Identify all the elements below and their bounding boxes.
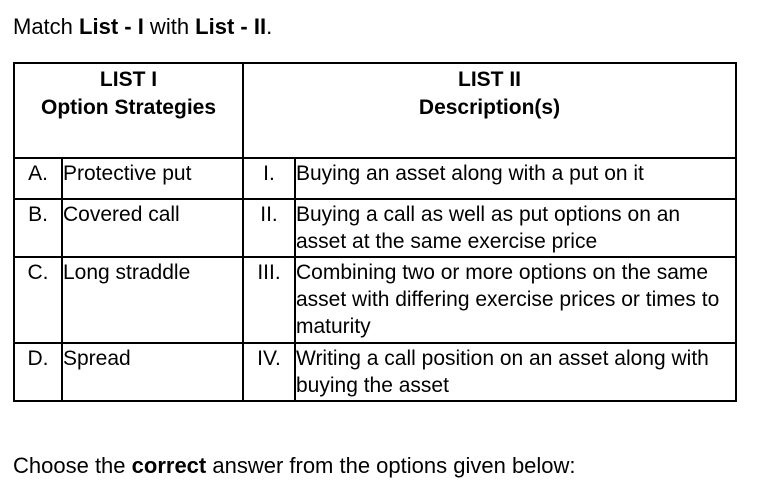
footer-suffix: answer from the options given below:: [206, 453, 576, 478]
list2-item: Writing a call position on an asset along with buying the asset: [295, 343, 736, 401]
instruction-suffix: .: [266, 14, 273, 39]
question-instruction: [13, 14, 272, 40]
list1-item: Protective put: [62, 158, 243, 199]
list2-item: Buying a call as well as put options on an asset at the same exercise price: [295, 199, 736, 257]
instruction-middle: with: [143, 14, 196, 39]
list1-key: A.: [14, 158, 62, 199]
footer-bold-word: correct: [131, 453, 207, 478]
instruction-prefix: Match: [13, 14, 80, 39]
list1-key: B.: [14, 199, 62, 257]
list1-header: [14, 63, 243, 158]
table-row: [14, 343, 736, 401]
table-row: [14, 199, 736, 257]
instruction-list1: List - I: [79, 14, 144, 39]
table-row: [14, 158, 736, 199]
list1-item: Long straddle: [62, 257, 243, 343]
instruction-list2: List - II: [195, 14, 267, 39]
list2-title: LIST II: [458, 68, 521, 91]
list2-subtitle: Description(s): [418, 96, 561, 119]
list1-item: Spread: [62, 343, 243, 401]
match-table: [13, 62, 737, 402]
list2-key: III.: [243, 257, 295, 343]
answer-instruction: [13, 453, 576, 479]
table-row: [14, 257, 736, 343]
footer-prefix: Choose the: [13, 453, 132, 478]
table-header-row: [14, 63, 736, 158]
list1-item: Covered call: [62, 199, 243, 257]
list2-header: [243, 63, 736, 158]
list2-key: I.: [243, 158, 295, 199]
list2-key: II.: [243, 199, 295, 257]
list1-key: C.: [14, 257, 62, 343]
list1-subtitle: Option Strategies: [40, 96, 217, 119]
list1-title: LIST I: [99, 68, 158, 91]
list2-item: Buying an asset along with a put on it: [295, 158, 736, 199]
list1-key: D.: [14, 343, 62, 401]
list2-item: Combining two or more options on the same asset with differing exercise prices or times to maturity: [295, 257, 736, 343]
list2-key: IV.: [243, 343, 295, 401]
